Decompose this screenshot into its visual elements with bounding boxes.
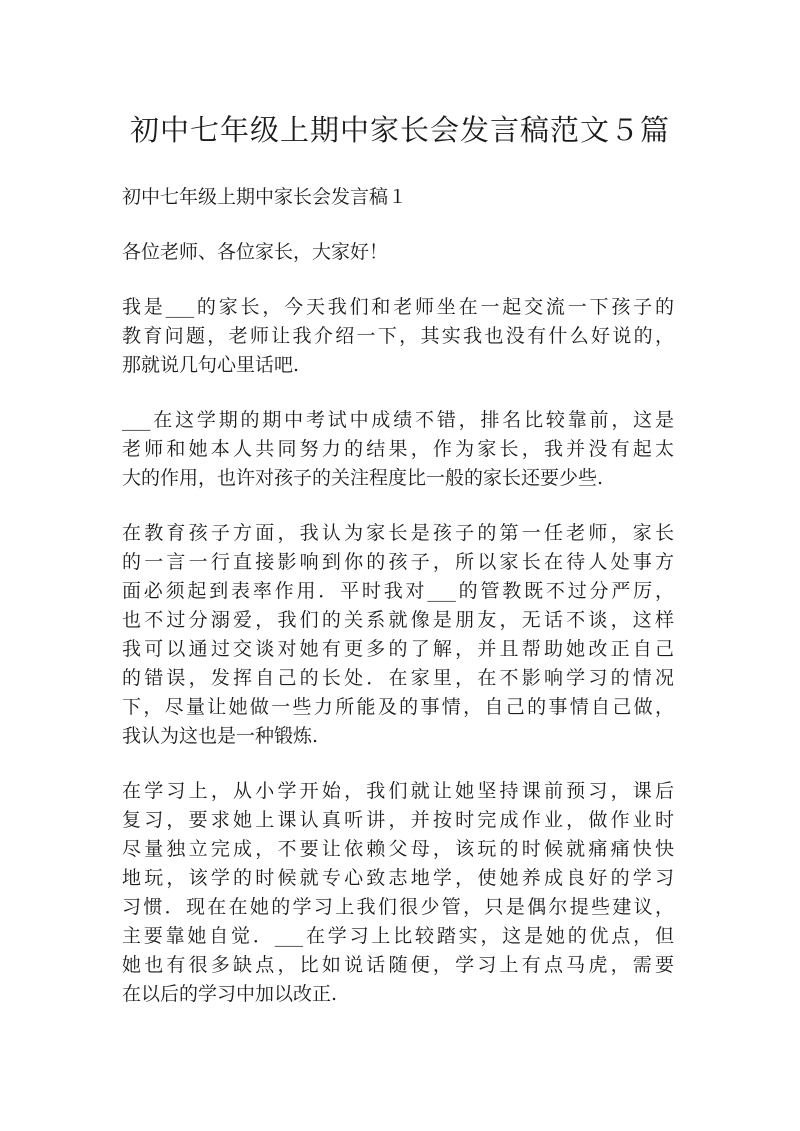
paragraph-line: 我可以通过交谈对她有更多的了解，并且帮助她改正自己 — [122, 638, 674, 660]
paragraph — [122, 406, 674, 493]
paragraph-line: 她也有很多缺点，比如说话随便，学习上有点马虎，需要 — [122, 954, 674, 976]
paragraph-line: 下，尽量让她做一些力所能及的事情，自己的事情自己做， — [122, 696, 674, 718]
paragraph-line: 的错误，发挥自己的长处．在家里，在不影响学习的情况 — [122, 667, 674, 689]
document-title: 初中七年级上期中家长会发言稿范文５篇 — [129, 113, 670, 147]
paragraph — [122, 293, 674, 380]
paragraph-line: 尽量独立完成，不要让依赖父母，该玩的时候就痛痛快快 — [122, 838, 674, 860]
paragraph-line: 那就说几句心里话吧. — [122, 354, 300, 376]
paragraph-line: 在教育孩子方面，我认为家长是孩子的第一任老师，家长 — [122, 522, 674, 544]
paragraph-line: 复习，要求她上课认真听讲，并按时完成作业，做作业时 — [122, 809, 674, 831]
paragraph — [122, 519, 674, 751]
paragraph-line: 在以后的学习中加以改正. — [122, 983, 338, 1005]
paragraph-list — [122, 238, 674, 1009]
paragraph-line: 教育问题，老师让我介绍一下，其实我也没有什么好说的， — [122, 325, 674, 347]
paragraph-line: 面必须起到表率作用．平时我对___的管教既不过分严厉， — [122, 580, 674, 602]
paragraph-line: 习惯．现在在她的学习上我们很少管，只是偶尔提些建议， — [122, 896, 674, 918]
paragraph-line: 的一言一行直接影响到你的孩子，所以家长在待人处事方 — [122, 551, 674, 573]
document-subtitle: 初中七年级上期中家长会发言稿１ — [122, 186, 408, 208]
paragraph-line: 也不过分溺爱，我们的关系就像是朋友，无话不谈，这样 — [122, 609, 674, 631]
paragraph-line: 各位老师、各位家长，大家好！ — [122, 241, 389, 263]
paragraph-line: 地玩，该学的时候就专心致志地学，使她养成良好的学习 — [122, 867, 674, 889]
paragraph-line: 在学习上，从小学开始，我们就让她坚持课前预习，课后 — [122, 780, 674, 802]
paragraph-line: 我是___的家长，今天我们和老师坐在一起交流一下孩子的 — [122, 296, 674, 318]
paragraph-line: 大的作用，也许对孩子的关注程度比一般的家长还要少些. — [122, 467, 604, 489]
paragraph-line: 老师和她本人共同努力的结果，作为家长，我并没有起太 — [122, 438, 674, 460]
paragraph — [122, 238, 674, 267]
paragraph-line: 主要靠她自觉．___在学习上比较踏实，这是她的优点，但 — [122, 925, 674, 947]
document-body — [122, 183, 674, 1009]
paragraph-line: 我认为这也是一种锻炼. — [122, 725, 319, 747]
paragraph-line: ___在这学期的期中考试中成绩不错，排名比较靠前，这是 — [122, 409, 674, 431]
paragraph — [122, 777, 674, 1009]
